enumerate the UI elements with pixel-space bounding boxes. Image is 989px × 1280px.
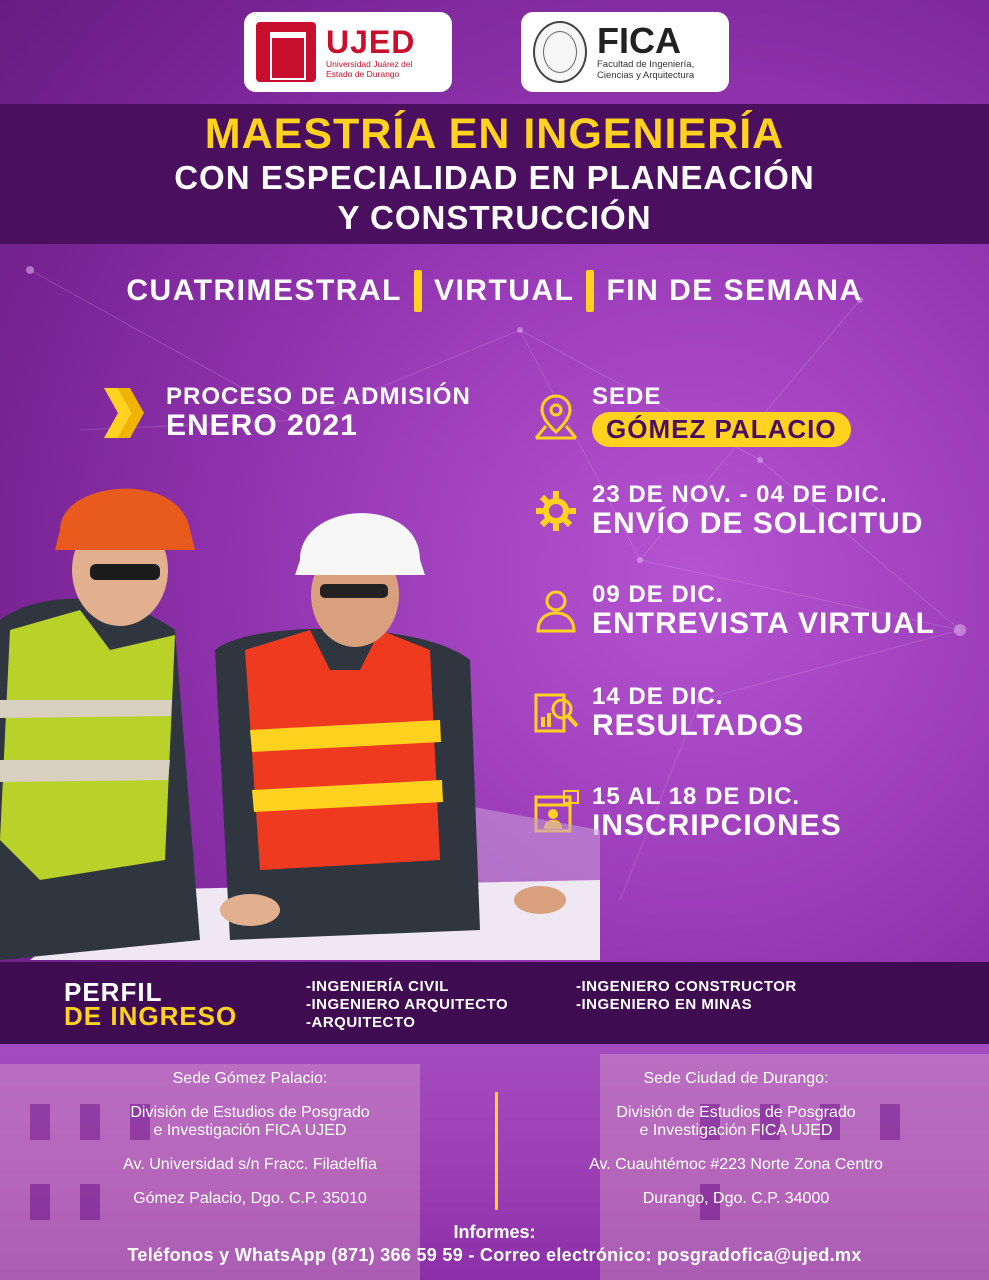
perfil-band — [0, 962, 989, 1044]
perfil-title-line1: PERFIL — [64, 977, 163, 1007]
informes-heading: Informes: — [453, 1222, 536, 1242]
sede-value: GÓMEZ PALACIO — [592, 412, 851, 447]
perfil-item: -INGENIERÍA CIVIL — [306, 978, 449, 995]
fica-logo-name: FICA — [597, 20, 681, 61]
program-modes — [0, 270, 989, 312]
ujed-logo-name: UJED — [326, 24, 416, 60]
schedule-date: 15 AL 18 DE DIC. — [592, 783, 801, 810]
perfil-item: -ARQUITECTO — [306, 1014, 416, 1031]
footer-sede-gomez — [60, 1070, 440, 1208]
engineers-photo — [0, 460, 620, 960]
ujed-crest-icon — [256, 22, 316, 82]
location-pin-icon — [532, 392, 580, 440]
perfil-list-1 — [306, 978, 508, 1032]
ujed-logo-subtitle: Universidad Juárez del Estado de Durango — [326, 59, 413, 79]
sede-heading: Sede Ciudad de Durango: — [643, 1070, 829, 1087]
fica-logo — [521, 12, 729, 92]
program-subtitle-2: Y CONSTRUCCIÓN — [337, 199, 652, 236]
ujed-logo — [244, 12, 452, 92]
perfil-item: -INGENIERO CONSTRUCTOR — [576, 978, 797, 995]
admission-label: PROCESO DE ADMISIÓN — [166, 383, 471, 410]
mode-cuatrimestral: CUATRIMESTRAL — [126, 274, 402, 307]
sede-line: e Investigación FICA UJED — [153, 1122, 347, 1139]
mode-fin-de-semana: FIN DE SEMANA — [606, 274, 863, 307]
perfil-title — [64, 977, 238, 1031]
mode-separator — [414, 270, 422, 312]
sede-label: SEDE — [592, 383, 662, 410]
perfil-item: -INGENIERO ARQUITECTO — [306, 996, 509, 1013]
mode-virtual: VIRTUAL — [433, 274, 575, 307]
sede-address: Av. Universidad s/n Fracc. Filadelfia — [123, 1156, 377, 1173]
sede-city: Durango, Dgo. C.P. 34000 — [642, 1190, 830, 1207]
double-chevron-icon — [104, 388, 144, 438]
sede-item — [532, 384, 851, 447]
sede-address: Av. Cuauhtémoc #223 Norte Zona Centro — [589, 1156, 883, 1173]
footer — [0, 1044, 989, 1280]
program-subtitle-1: CON ESPECIALIDAD EN PLANEACIÓN — [174, 159, 815, 196]
admission-process — [104, 384, 471, 442]
sede-line: División de Estudios de Posgrado — [616, 1104, 856, 1121]
footer-sede-durango — [546, 1070, 926, 1208]
sede-line: e Investigación FICA UJED — [639, 1122, 833, 1139]
perfil-list-2 — [576, 978, 797, 1014]
fica-seal-icon — [533, 21, 587, 83]
perfil-title-line2: DE INGRESO — [64, 1001, 238, 1031]
schedule-label: INSCRIPCIONES — [592, 809, 842, 842]
schedule-label: RESULTADOS — [592, 709, 805, 742]
schedule-label: ENVÍO DE SOLICITUD — [592, 507, 924, 540]
schedule-date: 14 DE DIC. — [592, 683, 724, 710]
schedule-date: 23 DE NOV. - 04 DE DIC. — [592, 481, 888, 508]
schedule-date: 09 DE DIC. — [592, 581, 724, 608]
fica-logo-subtitle: Facultad de Ingeniería, Ciencias y Arquitectura — [597, 59, 695, 81]
footer-divider — [495, 1092, 498, 1210]
sede-line: División de Estudios de Posgrado — [130, 1104, 370, 1121]
sede-heading: Sede Gómez Palacio: — [172, 1070, 328, 1087]
contact-line: Teléfonos y WhatsApp (871) 366 59 59 - Correo electrónico: posgradofica@ujed.mx — [127, 1245, 862, 1265]
sede-city: Gómez Palacio, Dgo. C.P. 35010 — [133, 1190, 367, 1207]
program-title: MAESTRÍA EN INGENIERÍA — [204, 110, 785, 158]
mode-separator — [586, 270, 594, 312]
admission-date: ENERO 2021 — [166, 409, 358, 442]
perfil-item: -INGENIERO EN MINAS — [576, 996, 753, 1013]
schedule-label: ENTREVISTA VIRTUAL — [592, 607, 936, 640]
title-band — [0, 104, 989, 244]
